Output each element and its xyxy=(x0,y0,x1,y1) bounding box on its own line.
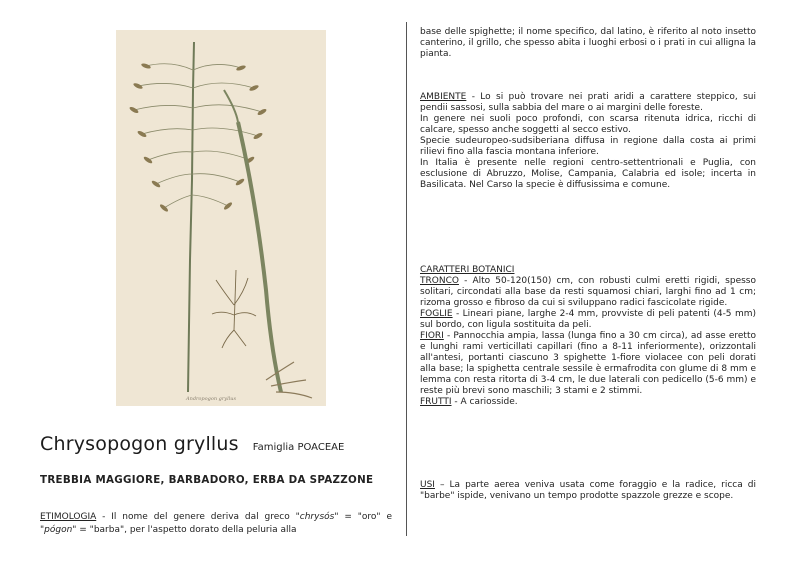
foglie-label: FOGLIE xyxy=(420,309,453,319)
family-name: Famiglia POACEAE xyxy=(252,442,345,453)
frutti-label: FRUTTI xyxy=(420,397,452,407)
usi-heading: USI xyxy=(420,480,435,490)
species-title xyxy=(40,433,344,455)
etymology-continuation: base delle spighette; il nome specifico, dal latino, è riferito al noto insetto canterino, il grillo, che spesso abita i luoghi erbosi o i prati in cui alligna la pianta. xyxy=(420,27,756,59)
botanical-illustration xyxy=(116,30,326,406)
etymology-paragraph: ETIMOLOGIA - Il nome del genere deriva dal greco "chrysós" = "oro" e "pógon" = "barba", per l'aspetto dorato della peluria alla xyxy=(40,512,392,535)
etymology-heading: ETIMOLOGIA xyxy=(40,512,97,522)
caratteri-section: CARATTERI BOTANICI TRONCO - Alto 50-120(150) cm, con robusti culmi eretti rigidi, spesso solitari, circondati alla base da resti squamosi chiari, larghi fino ad 1 cm; rizoma grosso e fibroso da cui si sviluppano radici fascicolate rigide. FOGLIE - Lineari piane, larghe 2-4 mm, provviste di peli patenti (4-5 mm) sul bordo, con ligula sostituita da peli. FIORI - Pannocchia ampia, lassa (lunga fino a 30 cm circa), ad asse eretto e lunghi rami verticillati capillari (fino a 8-11 inferiormente), orizzontali all'antesi, portanti ciascuno 3 spighette 1-fiore violacee con peli dorati alla base; la spighetta centrale sessile è ermafrodita con glume di 8 mm e lemma con resta ritorta di 3-4 cm, le due laterali con pedicello (5-6 mm) e reste più brevi sono maschili; 3 stami e 2 stimmi. FRUTTI - A cariosside. xyxy=(420,265,756,407)
scientific-name: Chrysopogon gryllus xyxy=(40,433,239,455)
engraver-caption: Andropogon gryllus xyxy=(186,396,237,402)
fiori-label: FIORI xyxy=(420,331,444,341)
ambiente-section: AMBIENTE - Lo si può trovare nei prati aridi a carattere steppico, sui pendii sassosi, sulla sabbia del mare o ai margini delle foreste. In genere nei suoli poco profondi, con scarsa ritenuta idrica, ricchi di calcare, spesso anche soggetti al secco estivo. Specie sudeuropeo-sudsiberiana diffusa in regione dalla costa ai primi rilievi fino alla fascia montana inferiore. In Italia è presente nelle regioni centro-settentrionali e Puglia, con esclusione di Abruzzo, Molise, Campania, Calabria ed isole; incerta in Basilicata. Nel Carso la specie è diffusissima e comune. xyxy=(420,92,756,190)
tronco-label: TRONCO xyxy=(420,276,459,286)
column-divider xyxy=(406,22,407,536)
common-names: TREBBIA MAGGIORE, BARBADORO, ERBA DA SPAZZONE xyxy=(40,474,374,486)
caratteri-heading: CARATTERI BOTANICI xyxy=(420,265,515,275)
usi-section: USI – La parte aerea veniva usata come foraggio e la radice, ricca di "barbe" ispide, venivano un tempo prodotte spazzole grezze e scope. xyxy=(420,480,756,501)
grass-drawing xyxy=(116,30,326,406)
ambiente-heading: AMBIENTE xyxy=(420,92,467,102)
